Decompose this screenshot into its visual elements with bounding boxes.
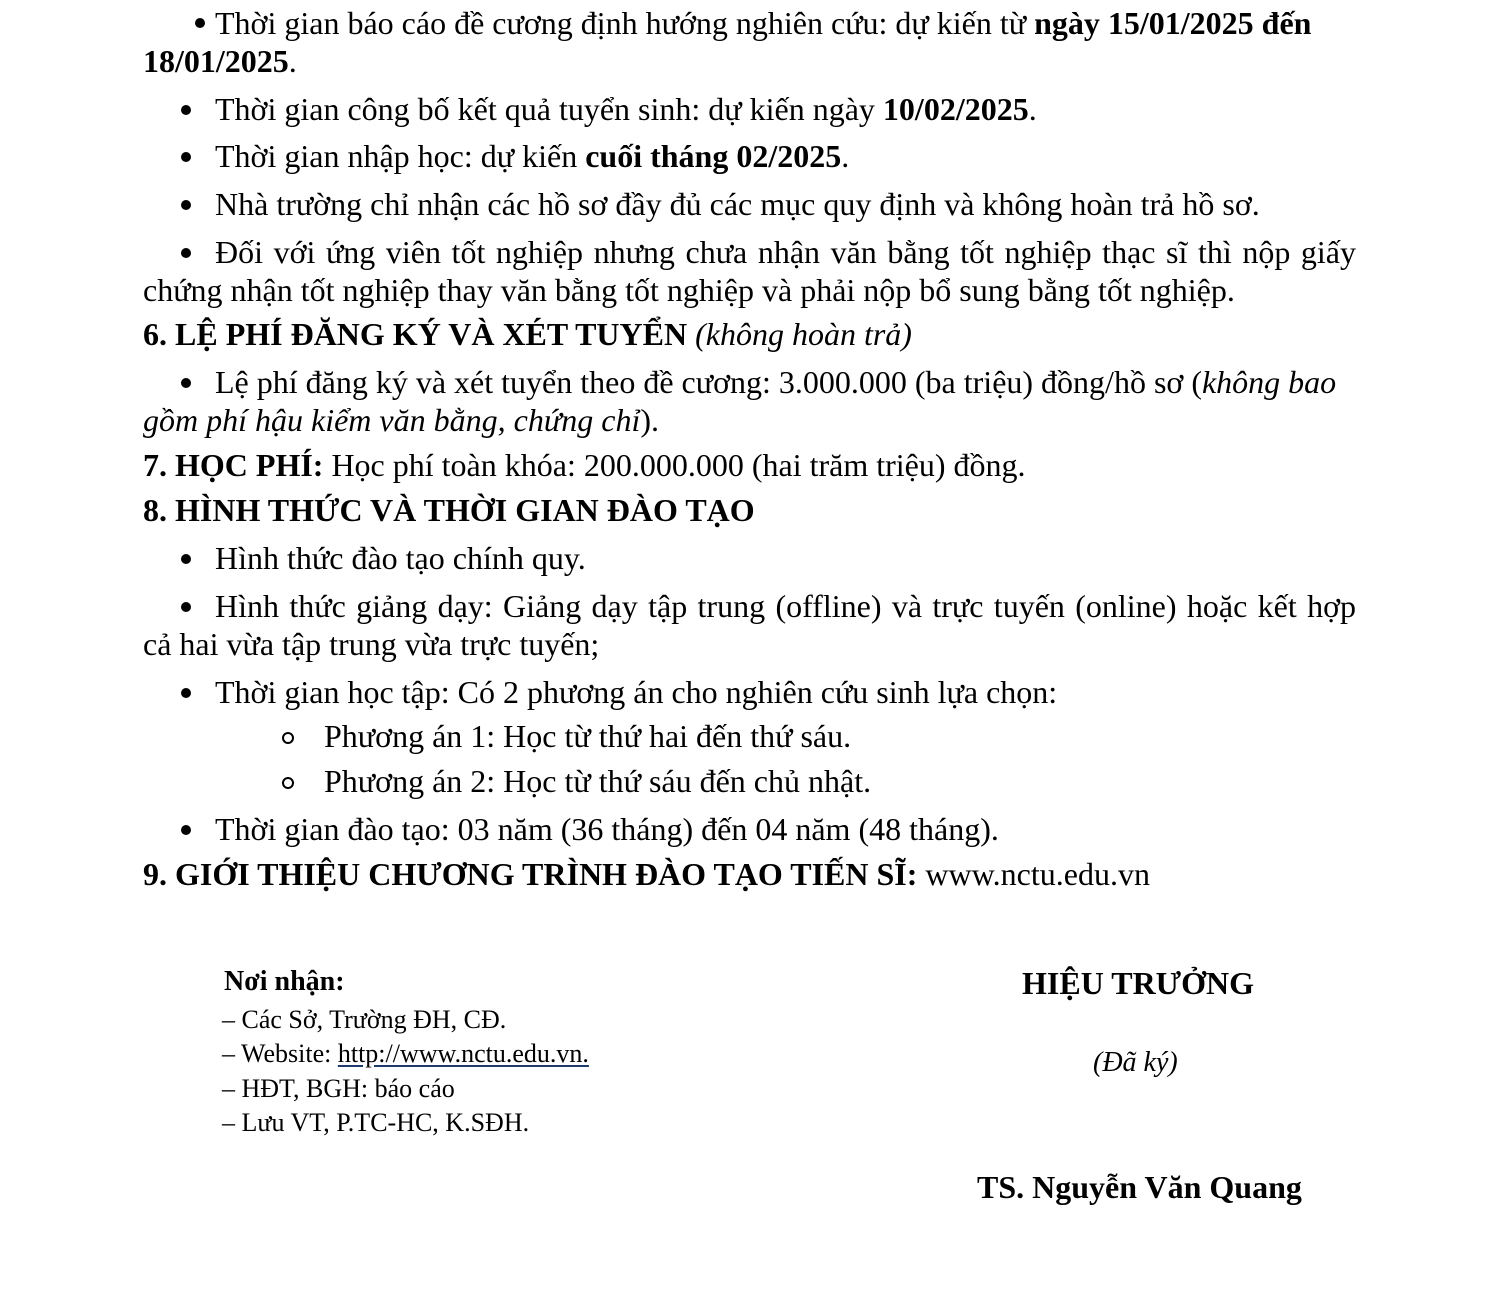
study-time-line: Thời gian học tập: Có 2 phương án cho nghiên cứu sinh lựa chọn: (215, 674, 1058, 710)
section-7-title: 7. HỌC PHÍ: (143, 447, 324, 483)
recipient-4: – Lưu VT, P.TC-HC, K.SĐH. (222, 1108, 530, 1137)
section-8-heading: 8. HÌNH THỨC VÀ THỜI GIAN ĐÀO TẠO (143, 492, 755, 528)
training-duration-line: Thời gian đào tạo: 03 năm (36 tháng) đến 04 năm (48 tháng). (215, 811, 999, 847)
section-7-line (143, 449, 1026, 481)
results-announcement-line (215, 93, 1037, 125)
enrollment-text: Thời gian nhập học: dự kiến (215, 138, 586, 174)
results-text: Thời gian công bố kết quả tuyển sinh: dự kiến ngày (215, 91, 883, 127)
report-schedule-date: ngày 15/01/2025 đến (1034, 5, 1312, 41)
recipient-2 (222, 1041, 589, 1067)
section-9-url: www.nctu.edu.vn (917, 856, 1150, 892)
signature-signed: (Đã ký) (1093, 1047, 1178, 1078)
enrollment-date: cuối tháng 02/2025 (585, 138, 842, 174)
fee-close: ). (640, 402, 660, 438)
results-date: 10/02/2025 (882, 91, 1029, 127)
period: . (1028, 91, 1037, 127)
dossier-policy-line: Nhà trường chỉ nhận các hồ sơ đầy đủ các mục quy định và không hoàn trả hồ sơ. (215, 186, 1260, 222)
section-9-line (143, 858, 1150, 890)
bullet-icon (181, 378, 191, 388)
section-6-note: (không hoàn trả) (695, 316, 912, 352)
recipient-2-label: – Website: (222, 1039, 338, 1068)
bullet-icon (181, 152, 191, 162)
sub-bullet-icon (282, 777, 294, 789)
website-link[interactable]: http://www.nctu.edu.vn. (337, 1039, 589, 1068)
recipients-title: Nơi nhận: (224, 966, 345, 997)
bullet-icon (181, 554, 191, 564)
tuition-text: Học phí toàn khóa: 200.000.000 (hai trăm triệu) đồng. (323, 447, 1026, 483)
bullet-icon (181, 200, 191, 210)
report-schedule-text: Thời gian báo cáo đề cương định hướng nghiên cứu: dự kiến từ (215, 5, 1035, 41)
bullet-icon (181, 248, 191, 258)
signer-name: TS. Nguyễn Văn Quang (977, 1169, 1302, 1205)
recipient-3: – HĐT, BGH: báo cáo (222, 1074, 455, 1103)
report-schedule-line2 (143, 45, 297, 77)
bullet-icon (181, 688, 191, 698)
section-6-title: 6. LỆ PHÍ ĐĂNG KÝ VÀ XÉT TUYỂN (143, 316, 696, 352)
bullet-icon (195, 18, 205, 28)
enrollment-line (215, 140, 849, 172)
option-2-line: Phương án 2: Học từ thứ sáu đến chủ nhật. (324, 763, 872, 799)
period: . (841, 138, 850, 174)
sub-bullet-icon (282, 732, 294, 744)
fee-note-end: gồm phí hậu kiểm văn bằng, chứng chỉ (143, 402, 641, 438)
section-9-title: 9. GIỚI THIỆU CHƯƠNG TRÌNH ĐÀO TẠO TIẾN SĨ: (143, 856, 918, 892)
graduate-note-line1: Đối với ứng viên tốt nghiệp nhưng chưa nhận văn bằng tốt nghiệp thạc sĩ thì nộp giấy (215, 234, 1356, 270)
bullet-icon (181, 602, 191, 612)
report-schedule-end-date: 18/01/2025 (143, 43, 289, 79)
fee-line1 (215, 366, 1336, 398)
teaching-form-line1: Hình thức giảng dạy: Giảng dạy tập trung (offline) và trực tuyến (online) hoặc kết hợp (215, 588, 1356, 624)
bullet-icon (181, 105, 191, 115)
period: . (288, 43, 297, 79)
signature-title: HIỆU TRƯỞNG (1022, 965, 1255, 1001)
bullet-icon (181, 825, 191, 835)
fee-line2 (143, 404, 659, 436)
option-1-line: Phương án 1: Học từ thứ hai đến thứ sáu. (324, 718, 852, 754)
training-form-line: Hình thức đào tạo chính quy. (215, 540, 586, 576)
recipient-1: – Các Sở, Trường ĐH, CĐ. (222, 1005, 507, 1034)
fee-note-start: không bao (1201, 364, 1337, 400)
fee-text: Lệ phí đăng ký và xét tuyển theo đề cương: 3.000.000 (ba triệu) đồng/hồ sơ ( (215, 364, 1202, 400)
graduate-note-line2: chứng nhận tốt nghiệp thay văn bằng tốt nghiệp và phải nộp bổ sung bằng tốt nghiệp. (143, 272, 1235, 308)
report-schedule-line1 (215, 7, 1311, 39)
teaching-form-line2: cả hai vừa tập trung vừa trực tuyến; (143, 626, 600, 662)
section-6-heading (143, 318, 912, 350)
